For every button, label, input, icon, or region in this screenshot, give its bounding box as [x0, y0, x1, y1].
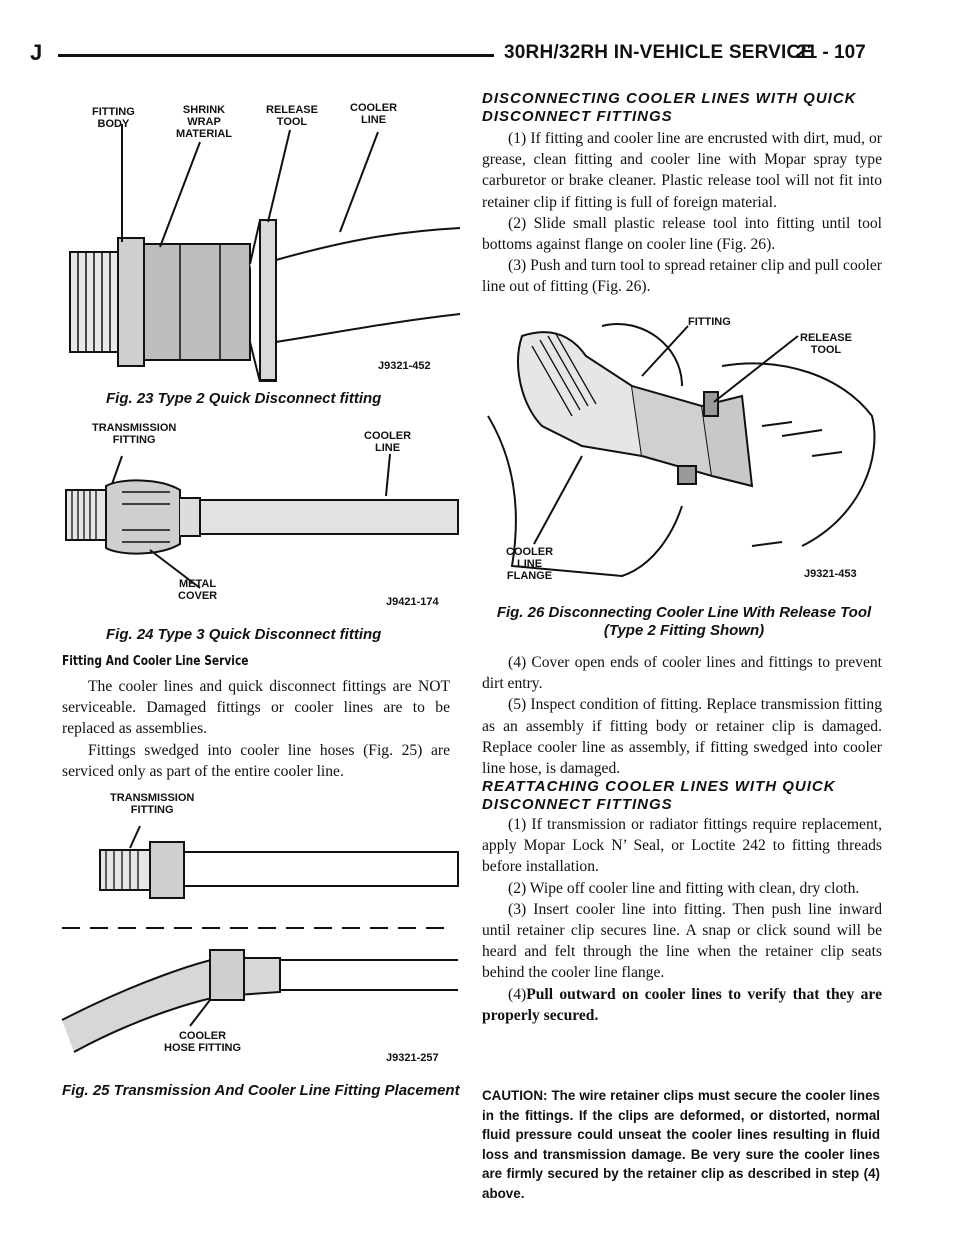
section1-steps: [482, 128, 882, 298]
section2-step-3: (3) Insert cooler line into fitting. Then push line inward until retainer clip secures line. A snap or click sound will be heard and felt through the line when the retainer clip seats behind the cooler line flange.: [482, 900, 882, 982]
section-heading-reattaching: REATTACHING COOLER LINES WITH QUICK DISCONNECT FITTINGS: [482, 778, 836, 813]
section2-step-4: [482, 984, 882, 1026]
fitting-service-subheading: Fitting And Cooler Line Service: [62, 654, 249, 669]
fig26-code: J9321-453: [804, 568, 857, 580]
fig23-label-cooler-line: COOLER LINE: [350, 102, 398, 126]
section-heading-disconnecting: DISCONNECTING COOLER LINES WITH QUICK DISCONNECT FITTINGS: [482, 90, 857, 125]
section2-step-1: (1) If transmission or radiator fittings require replacement, apply Mopar Lock N’ Seal, or Loctite 242 to fitting threads before installation.: [482, 816, 882, 876]
section2-step-4-number: (4): [508, 985, 527, 1003]
fig26-label-cooler-line-flange: COOLER LINE FLANGE: [506, 546, 554, 582]
section1-step-3: (3) Push and turn tool to spread retainer clip and pull cooler line out of fitting (Fig. 26).: [482, 257, 882, 296]
fig25-label-cooler-hose-fitting: COOLER HOSE FITTING: [164, 1030, 241, 1054]
caution-note: CAUTION: The wire retainer clips must secure the cooler lines in the fittings. If the clips are deformed, or distorted, normal fluid pressure could unseat the cooler lines resulting in fluid loss and transmission damage. Be very sure the cooler lines are firmly secured by the retainer clip as described in step (4) above.: [482, 1088, 880, 1201]
section1-step-5: (5) Inspect condition of fitting. Replace transmission fitting as an assembly if fitting body or retainer clip is damaged. Replace cooler line as assembly, if fitting swedged into cooler line hose, is damaged.: [482, 696, 882, 778]
section2-step-4-text: Pull outward on cooler lines to verify that they are properly secured.: [482, 985, 882, 1024]
fig25-code: J9321-257: [386, 1052, 439, 1064]
header-rule: [58, 54, 494, 57]
figure-23: [60, 92, 460, 382]
section2-step-2: (2) Wipe off cooler line and fitting with clean, dry cloth.: [508, 879, 860, 897]
fig24-label-cooler-line: COOLER LINE: [364, 430, 412, 454]
fig24-code: J9421-174: [386, 596, 439, 608]
fig24-label-metal-cover: METAL COVER: [178, 578, 218, 602]
section2-steps: [482, 814, 882, 1026]
fig26-label-release-tool: RELEASE TOOL: [800, 332, 852, 356]
section1-step-1: (1) If fitting and cooler line are encrusted with dirt, mud, or grease, clean fitting and cooler line with Mopar spray type carburetor or brake cleaner. Plastic release tool will not fit into retainer clip if fitting is full of foreign material.: [482, 130, 882, 211]
fig24-label-transmission-fitting: TRANSMISSION FITTING: [92, 422, 177, 446]
figure-25: [60, 790, 460, 1080]
section1-steps-after: [482, 652, 882, 779]
left-paragraph-1: The cooler lines and quick disconnect fittings are NOT serviceable. Damaged fittings or cooler lines are to be replaced as assemblies.: [62, 678, 450, 738]
section1-step-4: (4) Cover open ends of cooler lines and fittings to prevent dirt entry.: [482, 654, 882, 693]
fig23-label-shrink-wrap: SHRINK WRAP MATERIAL: [176, 104, 233, 140]
fig23-label-release-tool: RELEASE TOOL: [266, 104, 318, 128]
header-brand: J: [30, 40, 43, 65]
fig23-illustration: [60, 92, 460, 382]
header-title: 30RH/32RH IN-VEHICLE SERVICE: [504, 42, 814, 63]
fig23-code: J9321-452: [378, 360, 431, 372]
fig23-label-fitting-body: FITTING BODY: [92, 106, 135, 130]
figure-26: [482, 306, 882, 596]
figure-24: [60, 420, 460, 620]
header-page-number: 21 - 107: [796, 42, 866, 63]
fig24-caption: Fig. 24 Type 3 Quick Disconnect fitting: [106, 626, 382, 643]
left-paragraph-2: Fittings swedged into cooler line hoses (Fig. 25) are serviced only as part of the entire cooler line.: [62, 741, 450, 780]
fig26-label-fitting: FITTING: [688, 316, 731, 328]
left-paragraphs: [62, 676, 450, 782]
fig23-caption: Fig. 23 Type 2 Quick Disconnect fitting: [106, 390, 382, 407]
fig25-caption: Fig. 25 Transmission And Cooler Line Fitting Placement: [62, 1082, 460, 1099]
fig25-label-transmission-fitting: TRANSMISSION FITTING: [110, 792, 195, 816]
section1-step-2: (2) Slide small plastic release tool into fitting until tool bottoms against flange on cooler line (Fig. 26).: [482, 214, 882, 254]
fig26-caption: Fig. 26 Disconnecting Cooler Line With Release Tool (Type 2 Fitting Shown): [496, 604, 872, 639]
fig25-illustration: [60, 790, 460, 1080]
